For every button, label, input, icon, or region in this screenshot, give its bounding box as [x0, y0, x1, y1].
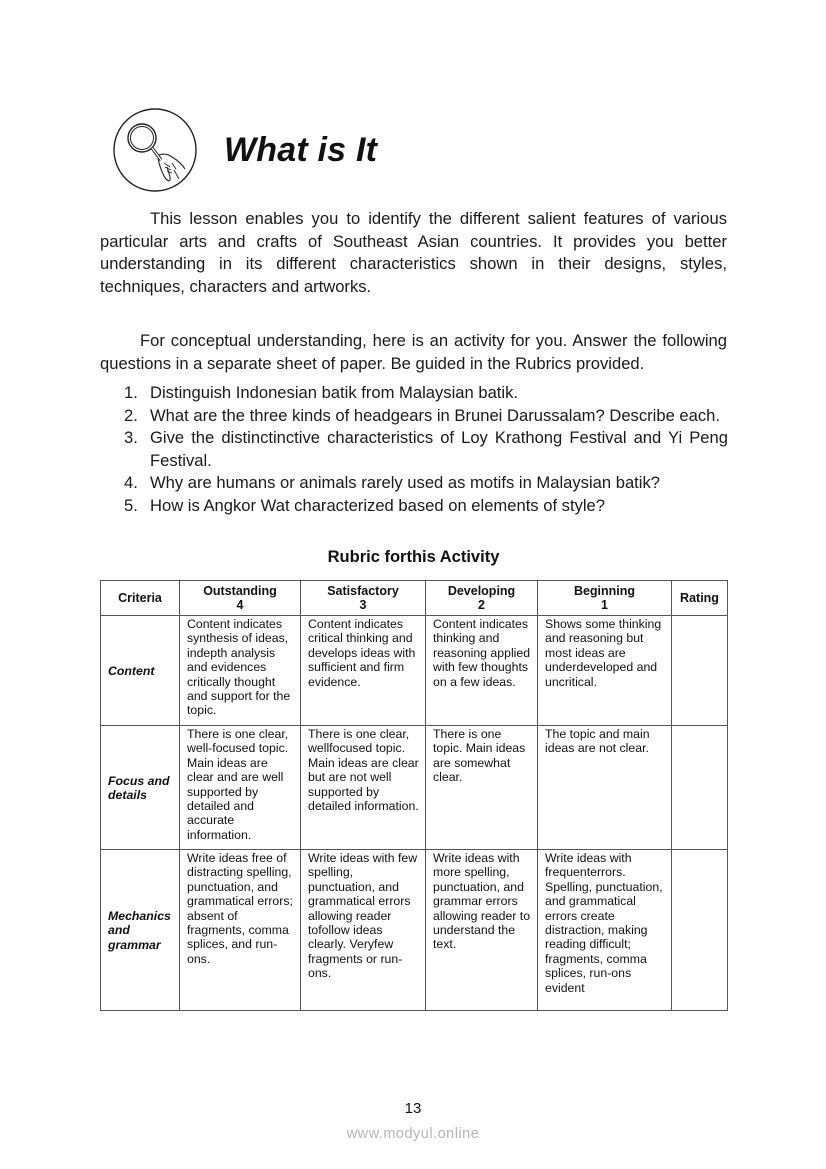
rubric-table — [100, 580, 728, 1011]
header-beginning: Beginning 1 — [538, 581, 672, 616]
rubric-row-focus — [101, 726, 728, 850]
beginning-cell: Write ideas with frequenterrors. Spelling, punctuation, and grammatical errors create distraction, making reading difficult; fragments, comma splices, run-ons evident — [538, 850, 672, 1011]
rubric-title: Rubric forthis Activity — [327, 548, 500, 566]
header-criteria: Criteria — [101, 581, 180, 616]
question-item — [124, 405, 728, 428]
question-text: Give the distinctinctive characteristics of Loy Krathong Festival and Yi Peng Festival. — [150, 428, 728, 470]
criteria-cell: Content — [101, 616, 180, 726]
rating-cell — [672, 726, 728, 850]
header-rating: Rating — [672, 581, 728, 616]
activity-text: For conceptual understanding, here is an activity for you. Answer the following questions in a separate sheet of paper. Be guided in the Rubrics provided. — [100, 331, 727, 373]
question-item — [124, 427, 728, 472]
question-text: What are the three kinds of headgears in Brunei Darussalam? Describe each. — [150, 405, 721, 425]
question-text: Distinguish Indonesian batik from Malaysian batik. — [150, 383, 519, 402]
criteria-cell: Focus and details — [101, 726, 180, 850]
activity-paragraph — [100, 330, 727, 375]
question-text: How is Angkor Wat characterized based on elements of style? — [150, 495, 606, 515]
question-item — [124, 382, 728, 405]
page-title: What is It — [224, 131, 378, 169]
question-item — [124, 472, 728, 495]
question-number: 3. — [124, 428, 138, 447]
outstanding-cell: There is one clear, well-focused topic. Main ideas are clear and are well supported by detailed and accurate information. — [180, 726, 301, 850]
developing-cell: Write ideas with more spelling, punctuation, and grammar errors allowing reader to understand the text. — [426, 850, 538, 1011]
satisfactory-cell: Content indicates critical thinking and develops ideas with sufficient and firm evidence. — [301, 616, 426, 726]
rating-cell — [672, 850, 728, 1011]
header-outstanding: Outstanding 4 — [180, 581, 301, 616]
question-text: Why are humans or animals rarely used as motifs in Malaysian batik? — [150, 473, 661, 492]
section-header — [112, 107, 512, 197]
developing-cell: Content indicates thinking and reasoning applied with few thoughts on a few ideas. — [426, 616, 538, 726]
rating-cell — [672, 616, 728, 726]
satisfactory-cell: There is one clear, wellfocused topic. Main ideas are clear but are not well supported by detailed information. — [301, 726, 426, 850]
question-number: 2. — [124, 405, 138, 425]
watermark: www.modyul.online — [346, 1126, 480, 1142]
intro-text: This lesson enables you to identify the different salient features of various particular arts and crafts of Southeast Asian countries. It provides you better understanding in its different characteristics shown in their designs, styles, techniques, characters and artworks. — [100, 209, 727, 296]
developing-cell: There is one topic. Main ideas are somewhat clear. — [426, 726, 538, 850]
outstanding-cell: Content indicates synthesis of ideas, indepth analysis and evidences critically thought and support for the topic. — [180, 616, 301, 726]
rubric-row-mechanics — [101, 850, 728, 1011]
page-number: 13 — [404, 1100, 422, 1117]
beginning-cell: The topic and main ideas are not clear. — [538, 726, 672, 850]
question-list — [124, 382, 728, 517]
satisfactory-cell: Write ideas with few spelling, punctuation, and grammatical errors allowing reader tofollow ideas clearly. Veryfew fragments or run-ons. — [301, 850, 426, 1011]
question-item — [124, 495, 728, 518]
rubric-row-content — [101, 616, 728, 726]
beginning-cell: Shows some thinking and reasoning but most ideas are underdeveloped and uncritical. — [538, 616, 672, 726]
magnifying-glass-in-hand-icon — [112, 107, 198, 193]
question-number: 4. — [124, 473, 138, 492]
rubric-header-row — [101, 581, 728, 616]
question-number: 1. — [124, 383, 138, 402]
question-number: 5. — [124, 495, 138, 515]
header-developing: Developing 2 — [426, 581, 538, 616]
criteria-cell: Mechanics and grammar — [101, 850, 180, 1011]
outstanding-cell: Write ideas free of distracting spelling, punctuation, and grammatical errors; absent of fragments, comma splices, and run-ons. — [180, 850, 301, 1011]
header-satisfactory: Satisfactory 3 — [301, 581, 426, 616]
intro-paragraph — [100, 208, 727, 298]
